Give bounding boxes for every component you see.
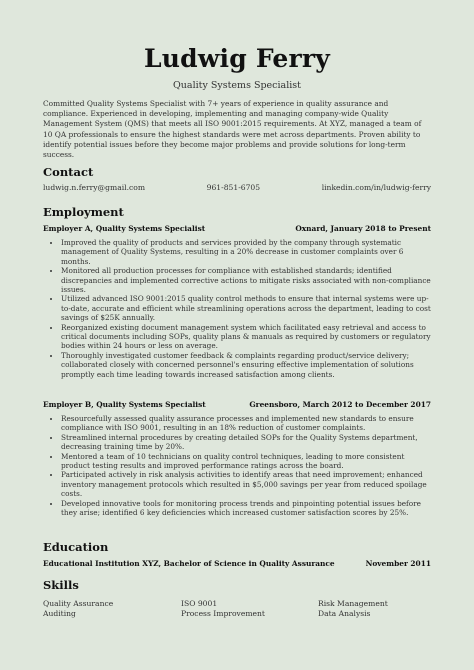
job-location-dates: Oxnard, January 2018 to Present: [295, 224, 431, 233]
list-item: • Participated actively in risk analysis activities to identify areas that need improvement; enhanced inventory management protocols which resulted in $5,000 savings per year from reduced spoilage costs.: [61, 470, 431, 498]
employment-heading: Employment: [43, 205, 124, 219]
job-header-a: [43, 224, 431, 233]
list-item: • Improved the quality of products and services provided by the company through systematic management of Quality Systems, resulting in a 20% decrease in customer complaints over 6 months.: [61, 238, 431, 266]
degree-text: Educational Institution XYZ, Bachelor of Science in Quality Assurance: [43, 559, 335, 568]
email-text: ludwig.n.ferry@gmail.com: [43, 183, 146, 192]
skills-grid: [43, 599, 431, 619]
job-header-b: [43, 400, 431, 409]
job-bullets-a: [43, 238, 431, 379]
job-bullets-b: [43, 414, 431, 517]
candidate-name: Ludwig Ferry: [144, 44, 330, 73]
skills-heading: Skills: [43, 578, 79, 592]
education-row: [43, 559, 431, 568]
list-item: • Monitored all production processes for compliance with established standards; identified discrepancies and implemented corrective actions to mitigate risks associated with non-compliance issues.: [61, 266, 431, 294]
professional-summary: Committed Quality Systems Specialist with 7+ years of experience in quality assurance and compliance. Experienced in developing, implementing and managing company-wide Quality Management System (QMS) that meets all ISO 9001:2015 requirements. At XYZ, managed a team of 10 QA professionals to ensure the highest standards were met across departments. Proven ability to identify potential issues before they become major problems and provide solutions for long-term success.: [43, 99, 422, 160]
list-item: • Reorganized existing document management system which facilitated easy retrieval and access to critical documents including SOPs, quality plans & manuals as required by customers or regulatory bodies within 24 hours or less on average.: [61, 323, 431, 351]
phone-text: 961-851-6705: [206, 183, 261, 192]
skill-item: Data Analysis: [318, 609, 371, 618]
list-item: • Mentored a team of 10 technicians on quality control techniques, leading to more consistent product testing results and improved performance ratings across the board.: [61, 452, 431, 471]
list-item: • Resourcefully assessed quality assurance processes and implemented new standards to ensure compliance with ISO 9001, resulting in an 18% reduction of customer complaints.: [61, 414, 431, 433]
list-item: • Utilized advanced ISO 9001:2015 quality control methods to ensure that internal systems were up-to-date, accurate and efficient while streamlining operations across the department, leading to cost savings of $25K annually.: [61, 294, 431, 322]
graduation-date: November 2011: [365, 559, 431, 568]
list-item: • Developed innovative tools for monitoring process trends and pinpointing potential issues before they arise; identified 6 key deficiencies which increased customer satisfaction scores by 25%.: [61, 499, 431, 518]
skill-item: Process Improvement: [181, 609, 265, 618]
skill-item: Quality Assurance: [43, 599, 114, 608]
job-location-dates: Greensboro, March 2012 to December 2017: [249, 400, 431, 409]
skill-item: Risk Management: [318, 599, 388, 608]
job-title: Quality Systems Specialist: [173, 80, 301, 91]
linkedin-text: linkedin.com/in/ludwig-ferry: [321, 183, 431, 192]
education-heading: Education: [43, 540, 109, 554]
list-item: • Streamlined internal procedures by creating detailed SOPs for the Quality Systems department, decreasing training time by 20%.: [61, 433, 431, 452]
skill-item: ISO 9001: [181, 599, 218, 608]
contact-row: [43, 183, 431, 192]
skill-item: Auditing: [43, 609, 76, 618]
job-role: Employer B, Quality Systems Specialist: [43, 400, 206, 409]
contact-heading: Contact: [43, 165, 94, 179]
list-item: • Thoroughly investigated customer feedback & complaints regarding product/service delivery; collaborated closely with concerned personnel's ensuring effective implementation of solutions promptly each time leading towards increased satisfaction among clients.: [61, 351, 431, 379]
job-role: Employer A, Quality Systems Specialist: [43, 224, 206, 233]
